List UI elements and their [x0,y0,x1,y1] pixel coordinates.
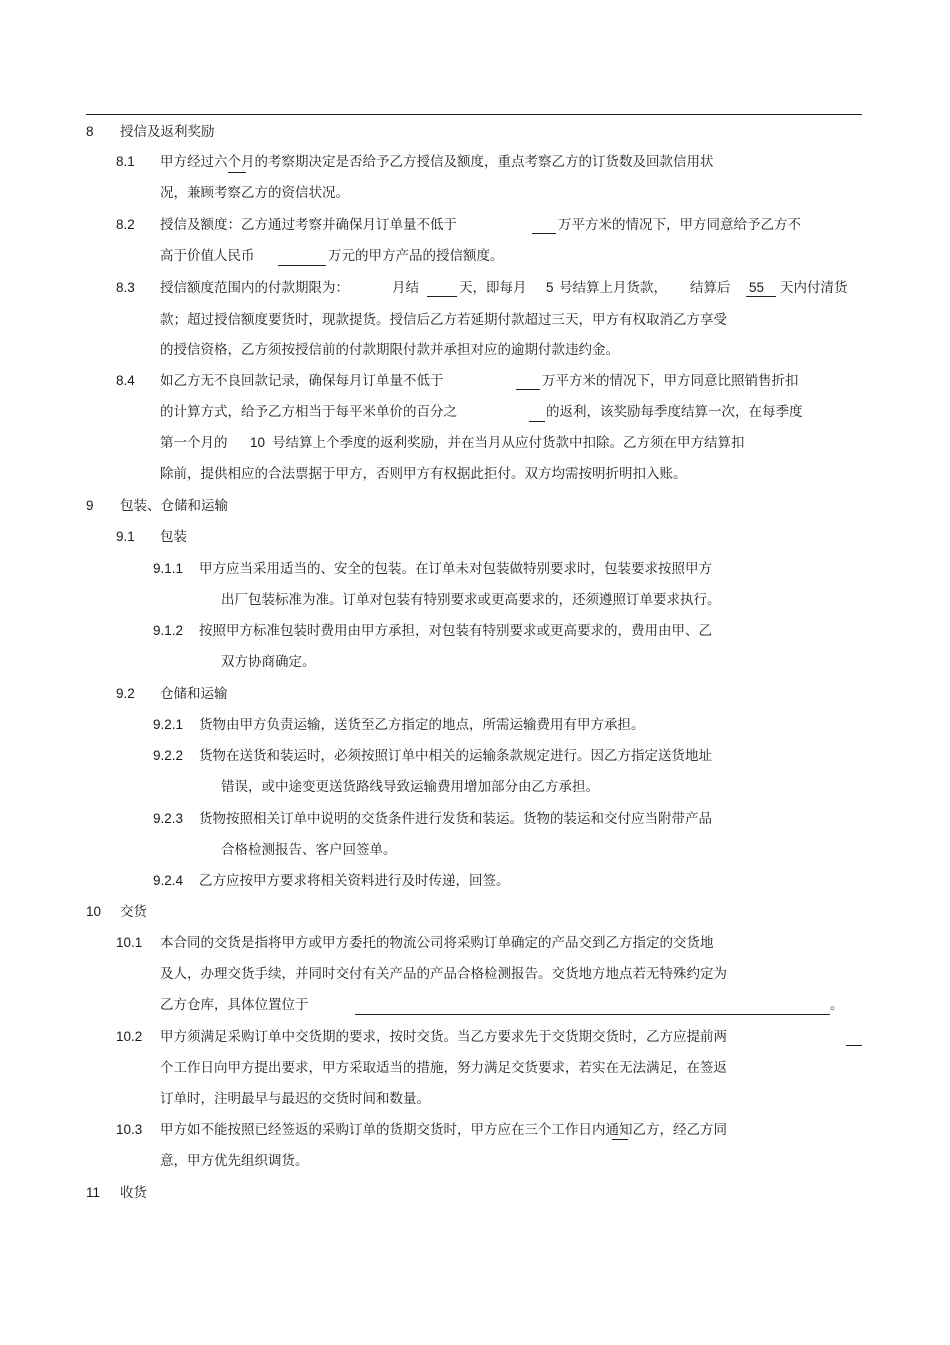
clause-text: 个工作日向甲方提出要求，甲方采取适当的措施，努力满足交货要求，若实在无法满足，在签返 [160,1060,727,1076]
clause-text: 货物在送货和装运时，必须按照订单中相关的运输条款规定进行。因乙方指定送货地址 [199,748,712,764]
subclause-number: 9.2.2 [153,748,184,763]
clause-text: 号结算上月货款， [559,280,667,296]
clause-text: 天，即每月 [459,280,527,296]
clause-text: 的返利，该奖励每季度结算一次，在每季度 [546,404,803,420]
clause-number: 8.4 [116,373,135,388]
clause-text: 意，甲方优先组织调货。 [160,1153,309,1169]
clause-text: 合格检测报告、客户回签单。 [221,842,397,858]
clause-number: 10.1 [116,935,143,950]
subclause-number: 9.2.4 [153,873,184,888]
filled-value: 55 [749,280,765,295]
clause-text: 的授信资格，乙方须按授信前的付款期限付款并承担对应的逾期付款违约金。 [160,342,619,358]
blank-field [529,421,545,422]
clause-text: 如乙方无不良回款记录，确保每月订单量不低于 [160,373,444,389]
clause-text: 授信及额度：乙方通过考察并确保月订单量不低于 [160,217,457,233]
clause-text: 款；超过授信额度要货时，现款提货。授信后乙方若延期付款超过三天，甲方有权取消乙方享受 [160,312,727,328]
clause-text: 授信额度范围内的付款期限为： [160,280,349,296]
clause-text: 万平方米的情况下，甲方同意给予乙方不 [558,217,801,233]
subclause-number: 9.2.3 [153,811,184,826]
clause-text: 甲方经过六个月的考察期决定是否给予乙方授信及额度，重点考察乙方的订货数及回款信用状 [160,154,714,170]
clause-text: 号结算上个季度的返利奖励，并在当月从应付货款中扣除。乙方须在甲方结算扣 [272,435,745,451]
clause-number: 8.2 [116,217,135,232]
clause-text: 除前，提供相应的合法票据于甲方，否则甲方有权据此拒付。双方均需按明折明扣入账。 [160,466,687,482]
section-number: 10 [86,904,102,919]
clause-number: 8.1 [116,154,135,169]
underline-mark [846,1045,862,1046]
clause-text: 。 [830,997,844,1013]
subclause-number: 9.1.2 [153,623,184,638]
clause-text: 况，兼顾考察乙方的资信状况。 [160,185,349,201]
clause-text: 万元的甲方产品的授信额度。 [328,248,504,264]
blank-field [746,296,776,297]
filled-value: 5 [546,280,554,295]
clause-number: 10.2 [116,1029,143,1044]
section-title: 交货 [120,904,147,920]
clause-text: 月结 [392,280,419,296]
clause-text: 甲方须满足采购订单中交货期的要求，按时交货。当乙方要求先于交货期交货时，乙方应提前两 [160,1029,727,1045]
clause-text: 甲方如不能按照已经签返的采购订单的货期交货时，甲方应在三个工作日内通知乙方，经乙方同 [160,1122,727,1138]
clause-text: 错误，或中途变更送货路线导致运输费用增加部分由乙方承担。 [221,779,599,795]
clause-text: 乙方仓库，具体位置位于 [160,997,309,1013]
clause-text: 本合同的交货是指将甲方或甲方委托的物流公司将采购订单确定的产品交到乙方指定的交货地 [160,935,714,951]
clause-number: 10.3 [116,1122,143,1137]
blank-field [427,296,457,297]
clause-number: 9.1 [116,529,135,544]
section-title: 包装、仓储和运输 [120,498,228,514]
clause-title: 仓储和运输 [160,686,228,702]
section-number: 9 [86,498,94,513]
section-title: 授信及返利奖励 [120,124,215,140]
clause-text: 万平方米的情况下，甲方同意比照销售折扣 [542,373,799,389]
clause-number: 9.2 [116,686,135,701]
clause-text: 货物按照相关订单中说明的交货条件进行发货和装运。货物的装运和交付应当附带产品 [199,811,712,827]
clause-text: 货物由甲方负责运输，送货至乙方指定的地点，所需运输费用有甲方承担。 [199,717,645,733]
clause-text: 订单时，注明最早与最迟的交货时间和数量。 [160,1091,430,1107]
address-blank-field [355,1014,830,1015]
clause-title: 包装 [160,529,187,545]
underline-mark [228,172,246,173]
clause-text: 甲方应当采用适当的、安全的包装。在订单未对包装做特别要求时，包装要求按照甲方 [199,561,712,577]
blank-field [516,389,540,390]
clause-text: 出厂包装标准为准。订单对包装有特别要求或更高要求的，还须遵照订单要求执行。 [221,592,721,608]
clause-number: 8.3 [116,280,135,295]
underline-mark [612,1139,628,1140]
filled-value: 10 [250,435,266,450]
clause-text: 乙方应按甲方要求将相关资料进行及时传递，回签。 [199,873,510,889]
clause-text: 高于价值人民币 [160,248,255,264]
clause-text: 第一个月的 [160,435,228,451]
header-rule [86,114,862,115]
blank-field [532,233,556,234]
clause-text: 结算后 [690,280,731,296]
blank-field [278,265,326,266]
clause-text: 双方协商确定。 [221,654,316,670]
subclause-number: 9.1.1 [153,561,184,576]
section-title: 收货 [120,1185,147,1201]
section-number: 8 [86,124,94,139]
clause-text: 的计算方式，给予乙方相当于每平米单价的百分之 [160,404,457,420]
clause-text: 天内付清货 [780,280,848,296]
clause-text: 按照甲方标准包装时费用由甲方承担，对包装有特别要求或更高要求的，费用由甲、乙 [199,623,712,639]
subclause-number: 9.2.1 [153,717,184,732]
section-number: 11 [86,1185,101,1200]
clause-text: 及人，办理交货手续，并同时交付有关产品的产品合格检测报告。交货地方地点若无特殊约定为 [160,966,727,982]
